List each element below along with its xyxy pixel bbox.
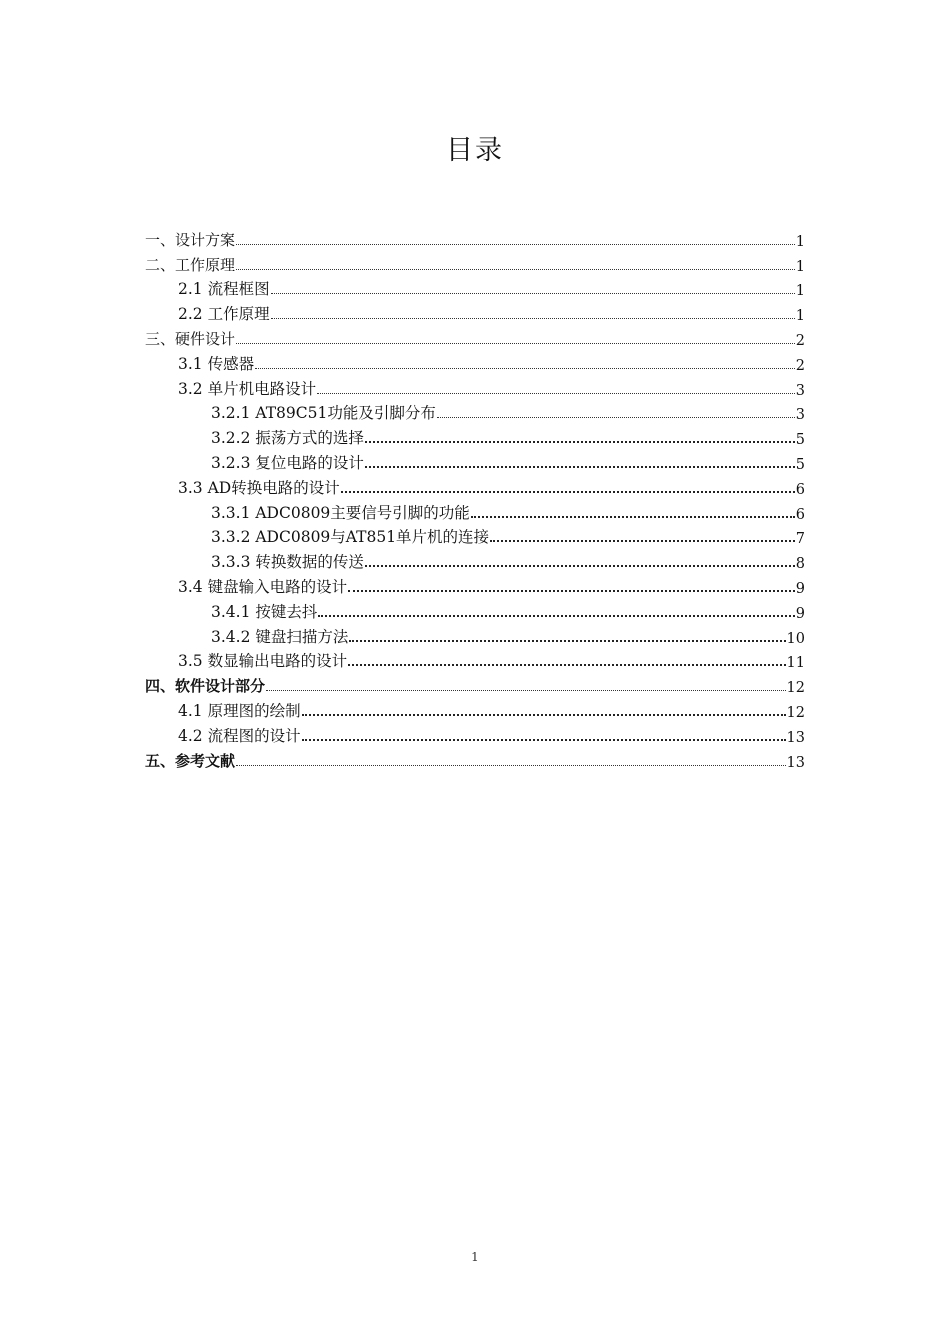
toc-entry-page-number: 8 bbox=[795, 556, 805, 573]
toc-entry[interactable] bbox=[145, 250, 805, 275]
toc-entry-label: 3.3.2 ADC0809与AT851单片机的连接 bbox=[211, 528, 490, 547]
toc-entry-label: 3.2 单片机电路设计 bbox=[178, 379, 317, 398]
toc-dot-leader bbox=[471, 516, 795, 518]
toc-entry-label: 三、硬件设计 bbox=[145, 329, 236, 348]
toc-entry-page-number: 1 bbox=[795, 233, 805, 250]
toc-entry[interactable] bbox=[145, 597, 805, 622]
toc-dot-leader bbox=[365, 466, 795, 468]
toc-dot-leader bbox=[437, 417, 795, 418]
toc-entry[interactable] bbox=[145, 324, 805, 349]
toc-dot-leader bbox=[365, 441, 795, 443]
toc-dot-leader bbox=[490, 540, 795, 542]
toc-entry[interactable] bbox=[145, 299, 805, 324]
toc-entry[interactable] bbox=[145, 399, 805, 424]
toc-entry-label: 3.3.3 转换数据的传送 bbox=[211, 553, 364, 572]
toc-entry-label: 3.2.2 振荡方式的选择 bbox=[211, 429, 364, 448]
toc-entry-page-number: 9 bbox=[795, 605, 805, 622]
toc-entry[interactable] bbox=[145, 746, 805, 771]
toc-entry-page-number: 12 bbox=[786, 704, 805, 721]
toc-dot-leader bbox=[236, 343, 795, 344]
toc-entry-page-number: 13 bbox=[786, 754, 805, 771]
toc-entry-page-number: 5 bbox=[795, 432, 805, 449]
table-of-contents bbox=[145, 225, 805, 771]
toc-entry[interactable] bbox=[145, 448, 805, 473]
toc-entry-page-number: 12 bbox=[786, 680, 805, 697]
toc-entry-label: 3.5 数显输出电路的设计 bbox=[178, 652, 348, 671]
toc-entry[interactable] bbox=[145, 647, 805, 672]
toc-entry-label: 2.1 流程框图 bbox=[178, 280, 270, 299]
toc-entry-page-number: 13 bbox=[786, 729, 805, 746]
toc-entry-label: 4.2 流程图的设计 bbox=[178, 726, 301, 745]
toc-entry[interactable] bbox=[145, 374, 805, 399]
toc-entry[interactable] bbox=[145, 225, 805, 250]
toc-entry-label: 五、参考文献 bbox=[145, 751, 236, 770]
toc-dot-leader bbox=[271, 293, 795, 294]
toc-entry[interactable] bbox=[145, 622, 805, 647]
toc-dot-leader bbox=[349, 640, 785, 642]
toc-entry[interactable] bbox=[145, 473, 805, 498]
toc-dot-leader bbox=[266, 690, 786, 691]
toc-entry-label: 3.3.1 ADC0809主要信号引脚的功能 bbox=[211, 503, 470, 522]
toc-entry-label: 3.4.1 按键去抖 bbox=[211, 602, 318, 621]
toc-entry-label: 3.4.2 键盘扫描方法 bbox=[211, 627, 349, 646]
toc-entry-page-number: 11 bbox=[786, 655, 805, 672]
toc-entry-page-number: 1 bbox=[795, 308, 805, 325]
toc-entry-page-number: 2 bbox=[795, 357, 805, 374]
toc-entry[interactable] bbox=[145, 721, 805, 746]
toc-entry-page-number: 3 bbox=[795, 382, 805, 399]
toc-dot-leader bbox=[348, 664, 785, 666]
toc-dot-leader bbox=[317, 393, 795, 394]
toc-entry-label: 一、设计方案 bbox=[145, 230, 236, 249]
page-number: 1 bbox=[471, 1250, 479, 1264]
toc-entry-label: 2.2 工作原理 bbox=[178, 305, 270, 324]
toc-entry[interactable] bbox=[145, 547, 805, 572]
toc-entry-label: 3.2.1 AT89C51功能及引脚分布 bbox=[211, 404, 436, 423]
toc-dot-leader bbox=[236, 269, 795, 270]
toc-entry-label: 3.3 AD转换电路的设计 bbox=[178, 478, 340, 497]
toc-dot-leader bbox=[302, 714, 786, 716]
toc-dot-leader bbox=[318, 615, 794, 617]
toc-entry[interactable] bbox=[145, 671, 805, 696]
toc-dot-leader bbox=[302, 739, 786, 741]
toc-entry-page-number: 6 bbox=[795, 506, 805, 523]
toc-dot-leader bbox=[365, 565, 795, 567]
toc-dot-leader bbox=[271, 318, 795, 319]
toc-entry[interactable] bbox=[145, 275, 805, 300]
toc-dot-leader bbox=[348, 590, 795, 592]
toc-entry-label: 二、工作原理 bbox=[145, 255, 236, 274]
toc-entry-page-number: 6 bbox=[795, 481, 805, 498]
toc-entry-label: 3.1 传感器 bbox=[178, 354, 255, 373]
toc-entry-page-number: 2 bbox=[795, 332, 805, 349]
toc-entry[interactable] bbox=[145, 696, 805, 721]
toc-entry-label: 4.1 原理图的绘制 bbox=[178, 701, 301, 720]
toc-entry-page-number: 10 bbox=[786, 630, 805, 647]
toc-entry[interactable] bbox=[145, 523, 805, 548]
toc-entry-page-number: 7 bbox=[795, 531, 805, 548]
toc-entry[interactable] bbox=[145, 498, 805, 523]
toc-entry-label: 四、软件设计部分 bbox=[145, 677, 266, 696]
toc-entry-page-number: 9 bbox=[795, 580, 805, 597]
toc-entry-page-number: 1 bbox=[795, 283, 805, 300]
toc-dot-leader bbox=[236, 765, 786, 766]
toc-entry-page-number: 5 bbox=[795, 456, 805, 473]
toc-entry-page-number: 3 bbox=[795, 407, 805, 424]
toc-entry[interactable] bbox=[145, 572, 805, 597]
toc-dot-leader bbox=[255, 368, 795, 369]
toc-entry-label: 3.2.3 复位电路的设计 bbox=[211, 453, 364, 472]
toc-entry[interactable] bbox=[145, 423, 805, 448]
toc-dot-leader bbox=[236, 244, 795, 245]
toc-entry-page-number: 1 bbox=[795, 258, 805, 275]
toc-entry[interactable] bbox=[145, 349, 805, 374]
page-title: 目录 bbox=[446, 135, 504, 166]
toc-entry-label: 3.4 键盘输入电路的设计 bbox=[178, 577, 348, 596]
toc-dot-leader bbox=[341, 491, 795, 493]
